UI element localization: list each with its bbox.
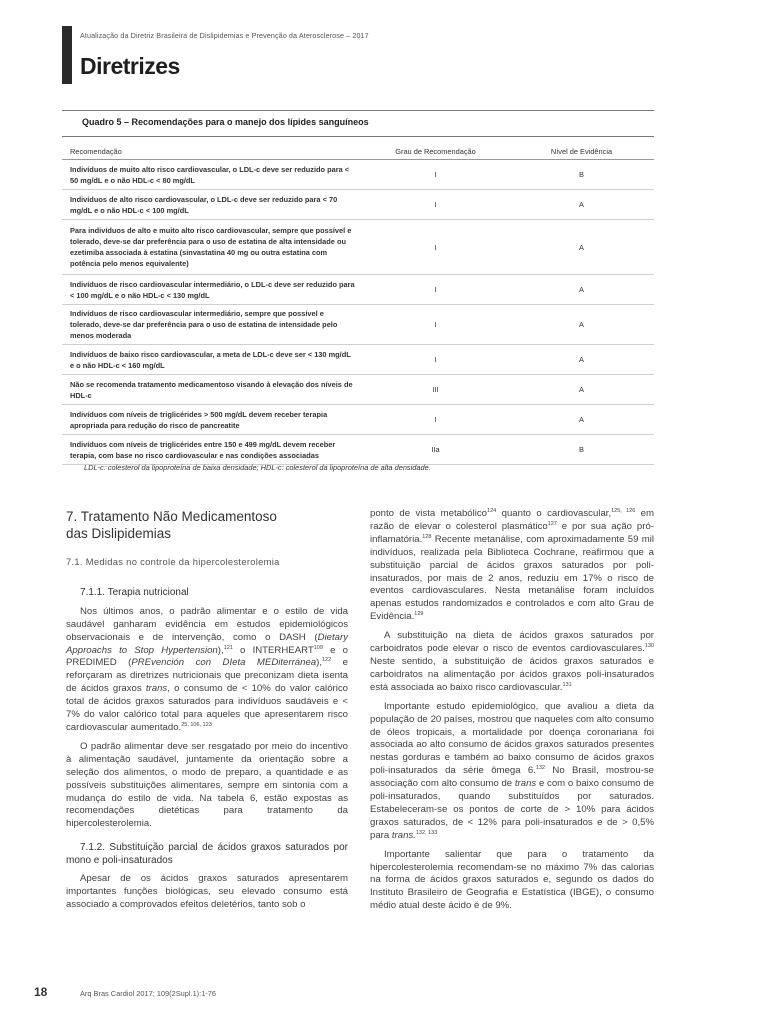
divider: [62, 136, 654, 137]
paragraph: Nos últimos anos, o padrão alimentar e o estilo de vida saudável ganharam evidência em estudos epidemiológicos observacionais e de intervenção, como o DASH (Dietary Approachs to Stop Hypertension),$^{121}$ o INTERHEART$^{109}$ e o PREDIMED (PREvención con DIeta MEDiterránea),$^{122}$ e reforçaram as diretrizes nutricionais que preconizam dieta isenta de ácidos graxos trans, o consumo de < 10% do valor calórico total de ácidos graxos saturados para indivíduos saudáveis e < 7% do valor calórico total para aqueles que apresentarem risco cardiovascular aumentado.$^{25, 106, 123}$: [66, 605, 348, 733]
column-header: Nível de Evidência: [507, 145, 654, 160]
recommendation-cell: Indivíduos com níveis de triglicérides entre 150 e 499 mg/dL devem receber terapia, com base no risco cardiovascular e nas condições associadas: [62, 435, 362, 465]
citation: 132: [535, 765, 546, 772]
grade-cell: IIa: [362, 435, 507, 465]
table-header-row: [62, 145, 654, 160]
level-cell: A: [507, 375, 654, 405]
level-cell: A: [507, 220, 654, 275]
table-caption: Quadro 5 – Recomendações para o manejo dos lípides sanguíneos: [82, 117, 369, 127]
subsection-heading: 7.1. Medidas no controle da hipercolesterolemia: [66, 556, 280, 567]
level-cell: A: [507, 305, 654, 345]
table-row: [62, 305, 654, 345]
subsubsection-heading: 7.1.2. Substituição parcial de ácidos graxos saturados por mono e poli-insaturados: [66, 842, 348, 867]
citation: 122: [322, 657, 332, 664]
subsubsection-heading: 7.1.1. Terapia nutricional: [80, 586, 189, 598]
paragraph: Importante estudo epidemiológico, que avaliou a dieta da população de 20 países, mostrou que naqueles com alto consumo de óleos tropicais, a mortalidade por doença coronariana foi associada ao alto consumo de ácidos graxos saturados presentes nestas gorduras e também ao baixo consumo de ácidos graxos poli-insaturados da série ômega 6.$^{132}$ No Brasil, mostrou-se associação com alto consumo de trans e com o baixo consumo de poli-insaturados, quando substituídos por saturados. Estabeleceram-se os pontos de corte de > 10% para ácidos graxos saturados, de < 12% para poli-insaturados e de > 0,5% para trans.$^{132, 133}$: [370, 700, 654, 841]
citation: 129: [414, 611, 424, 618]
journal-citation: Arq Bras Cardiol 2017; 109(2Supl.1):1-76: [80, 989, 216, 998]
right-column: [370, 508, 654, 919]
table-row: [62, 275, 654, 305]
paragraph: Apesar de os ácidos graxos saturados apresentarem importantes funções biológicas, seu elevado consumo está associado a comprovados efeitos deletérios, tanto sob o: [66, 873, 348, 911]
citation: 130: [644, 642, 654, 649]
recommendation-cell: Indivíduos de risco cardiovascular intermediário, o LDL-c deve ser reduzido para < 100 mg/dL e o não HDL-c < 130 mg/dL: [62, 275, 362, 305]
paragraph: A substituição na dieta de ácidos graxos saturados por carboidratos pode elevar o risco de eventos cardiovasculares.$^{130}$ Neste sentido, a substituição de ácidos graxos saturados e carboidratos na alimentação por ácidos graxos poli-insaturados está associada ao baixo risco cardiovascular.$^{131}$: [370, 630, 654, 693]
citation: 132, 133: [415, 829, 438, 836]
chapter-heading-line: das Dislipidemias: [66, 526, 172, 541]
chapter-heading: [66, 508, 348, 542]
paragraph: ponto de vista metabólico$^{124}$ quanto o cardiovascular,$^{125, 126}$ em razão de elevar o colesterol plasmático$^{127}$ e por sua ação pró-inflamatória.$^{128}$ Recente metanálise, com aproximadamente 59 mil indivíduos, realizada pela Biblioteca Cochrane, reafirmou que a substituição parcial de ácidos graxos saturados por poli-insaturados, por mais de 2 anos, reduziu em 17% o risco de eventos cardiovasculares. Nesta metanálise foram incluídos apenas estudos randomizados e controlados e com alto Grau de Evidência.$^{129}$: [370, 507, 654, 623]
grade-cell: I: [362, 345, 507, 375]
table-row: [62, 220, 654, 275]
level-cell: B: [507, 435, 654, 465]
left-column: [66, 508, 348, 918]
paragraph: O padrão alimentar deve ser resgatado por meio do incentivo à alimentação saudável, juntamente da orientação sobre a seleção dos alimentos, o modo de preparo, a quantidade e as possíveis substituições alimentares, sempre em sintonia com a mudança do estilo de vida. Na tabela 6, estão expostas as recomendações dietéticas para tratamento da hipercolesterolemia.: [66, 740, 348, 830]
recommendation-cell: Indivíduos de muito alto risco cardiovascular, o LDL-c deve ser reduzido para < 50 mg/dL e o não HDL-c < 80 mg/dL: [62, 160, 362, 190]
grade-cell: I: [362, 275, 507, 305]
recommendations-table: [62, 145, 654, 465]
grade-cell: I: [362, 160, 507, 190]
recommendation-cell: Para indivíduos de alto e muito alto risco cardiovascular, sempre que possível e tolerado, deve-se dar preferência para o uso de estatina de alta intensidade ou ezetimiba associada à estatina (sinvastatina 40 mg ou outra estatina com potência pelo menos equivalente): [62, 220, 362, 275]
recommendation-cell: Indivíduos de risco cardiovascular intermediário, sempre que possível e tolerado, deve-se dar preferência para o uso de estatina de intensidade pelo menos moderada: [62, 305, 362, 345]
level-cell: A: [507, 345, 654, 375]
chapter-heading-line: 7. Tratamento Não Medicamentoso: [66, 509, 277, 524]
table-row: [62, 190, 654, 220]
divider: [62, 110, 654, 111]
table-row: [62, 435, 654, 465]
citation: 121: [223, 644, 233, 651]
level-cell: B: [507, 160, 654, 190]
citation: 25, 106, 123: [181, 721, 212, 728]
level-cell: A: [507, 405, 654, 435]
column-header: Grau de Recomendação: [362, 145, 507, 160]
recommendation-cell: Indivíduos com níveis de triglicérides > 500 mg/dL devem receber terapia apropriada para redução do risco de pancreatite: [62, 405, 362, 435]
level-cell: A: [507, 275, 654, 305]
table-row: [62, 160, 654, 190]
table-footnote: LDL-c: colesterol da lipoproteína de baixa densidade; HDL-c: colesterol da lipoproteína de alta densidade.: [84, 463, 431, 472]
citation: 124: [487, 507, 497, 514]
grade-cell: I: [362, 220, 507, 275]
grade-cell: I: [362, 405, 507, 435]
recommendation-cell: Indivíduos de baixo risco cardiovascular, a meta de LDL-c deve ser < 130 mg/dL e o não HDL-c < 160 mg/dL: [62, 345, 362, 375]
level-cell: A: [507, 190, 654, 220]
section-title: Diretrizes: [80, 53, 180, 79]
table-row: [62, 405, 654, 435]
citation: 125, 126: [611, 507, 636, 514]
page-number: 18: [34, 985, 48, 999]
grade-cell: I: [362, 305, 507, 345]
grade-cell: I: [362, 190, 507, 220]
journal-header: Atualização da Diretriz Brasileira de Dislipidemias e Prevenção da Aterosclerose – 2017: [80, 31, 369, 40]
recommendation-cell: Não se recomenda tratamento medicamentoso visando à elevação dos níveis de HDL-c: [62, 375, 362, 405]
citation: 127: [547, 520, 557, 527]
grade-cell: III: [362, 375, 507, 405]
table-row: [62, 375, 654, 405]
recommendation-cell: Indivíduos de alto risco cardiovascular, o LDL-c deve ser reduzido para < 70 mg/dL e o não HDL-c < 100 mg/dL: [62, 190, 362, 220]
citation: 131: [562, 681, 572, 688]
citation: 109: [313, 644, 323, 651]
paragraph: Importante salientar que para o tratamento da hipercolesterolemia recomendam-se no máximo 7% das calorias na forma de ácidos graxos saturados e, segundo os dados do Instituto Brasileiro de Geografia e Estatística (IBGE), o consumo médio atual deste ácido é de 9%.: [370, 848, 654, 912]
header-accent-bar: [62, 26, 72, 84]
column-header: Recomendação: [62, 145, 362, 160]
citation: 128: [422, 533, 432, 540]
table-row: [62, 345, 654, 375]
